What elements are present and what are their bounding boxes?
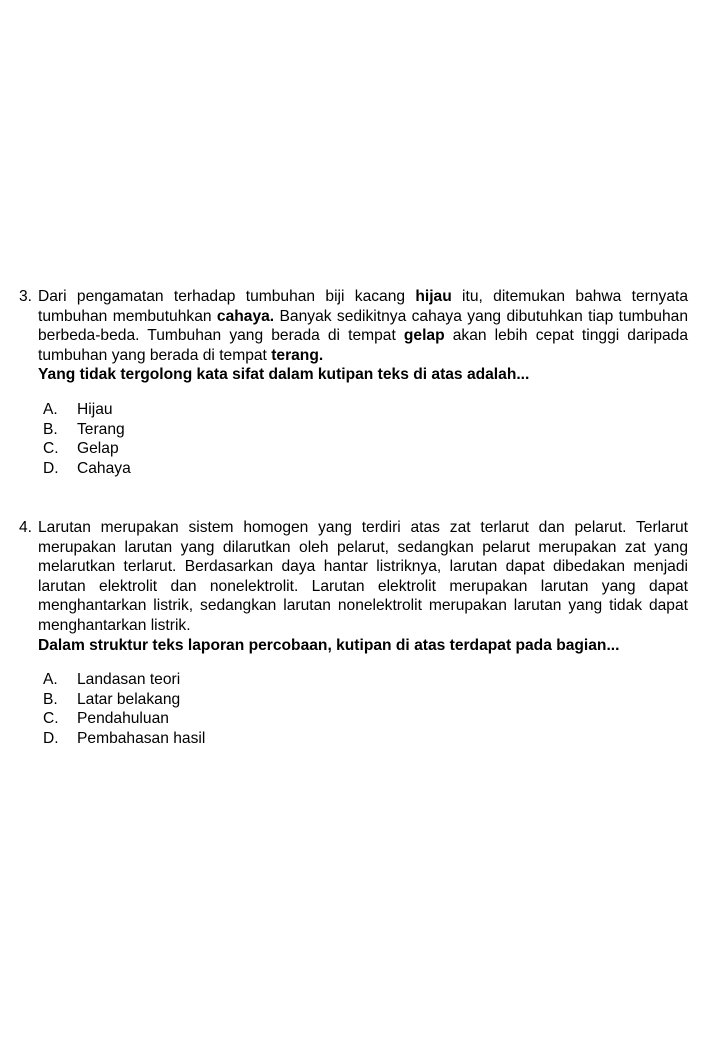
option-text: Hijau — [77, 400, 113, 418]
option-a[interactable] — [43, 670, 688, 690]
option-letter: B. — [43, 420, 58, 438]
option-text: Landasan teori — [77, 671, 181, 689]
passage-text: akan lebih cepat tinggi daripada tumbuhan yang berada di tempat — [38, 327, 689, 364]
option-text: Terang — [77, 420, 125, 438]
question-4 — [19, 518, 688, 749]
option-letter: C. — [43, 440, 59, 458]
question-prompt: Dalam struktur teks laporan percobaan, kutipan di atas terdapat pada bagian... — [38, 636, 620, 654]
passage-text: Dari pengamatan terhadap tumbuhan biji kacang — [38, 288, 416, 305]
passage-text: itu, ditemukan bahwa ternyata tumbuhan membutuhkan — [38, 288, 688, 325]
option-letter: C. — [43, 710, 59, 728]
option-b[interactable] — [43, 690, 688, 710]
option-text: Cahaya — [77, 459, 131, 477]
passage-bold-word: hijau — [415, 288, 452, 305]
passage-bold-word: terang. — [271, 346, 324, 364]
passage-text: Banyak sedikitnya cahaya yang dibutuhkan tiap tumbuhan berbeda-beda. Tumbuhan yang berada di tempat — [38, 307, 688, 345]
question-number: 4. — [19, 519, 33, 536]
option-c[interactable] — [43, 439, 688, 459]
option-d[interactable] — [43, 459, 688, 479]
option-d[interactable] — [43, 729, 688, 749]
question-passage: Larutan merupakan sistem homogen yang terdiri atas zat terlarut dan pelarut. Terlarut merupakan larutan yang dilarutkan oleh pelarut, sedangkan pelarut merupakan zat yang melarutkan terlarut. Berdasarkan daya hantar listriknya, larutan dapat dibedakan menjadi larutan elektrolit dan nonelektrolit. Larutan elektrolit merupakan larutan yang dapat menghantarkan listrik, sedangkan larutan nonelektrolit merupakan larutan yang tidak dapat menghantarkan listrik. — [38, 519, 688, 634]
answer-options — [43, 670, 688, 748]
option-b[interactable] — [43, 420, 688, 440]
passage-bold-word: cahaya. — [216, 307, 275, 325]
option-letter: D. — [43, 729, 59, 747]
passage-bold-word: gelap — [403, 327, 445, 345]
option-text: Pembahasan hasil — [77, 729, 206, 747]
question-prompt: Yang tidak tergolong kata sifat dalam kutipan teks di atas adalah... — [38, 366, 530, 384]
question-3 — [19, 287, 688, 478]
option-text: Pendahuluan — [77, 710, 169, 728]
option-c[interactable] — [43, 709, 688, 729]
answer-options — [43, 400, 688, 478]
option-letter: B. — [43, 690, 58, 708]
question-passage — [38, 287, 688, 365]
option-text: Gelap — [77, 440, 119, 458]
option-text: Latar belakang — [77, 690, 181, 708]
question-number: 3. — [19, 288, 33, 305]
option-a[interactable] — [43, 400, 688, 420]
option-letter: A. — [43, 400, 58, 418]
option-letter: D. — [43, 459, 59, 477]
option-letter: A. — [43, 671, 58, 689]
